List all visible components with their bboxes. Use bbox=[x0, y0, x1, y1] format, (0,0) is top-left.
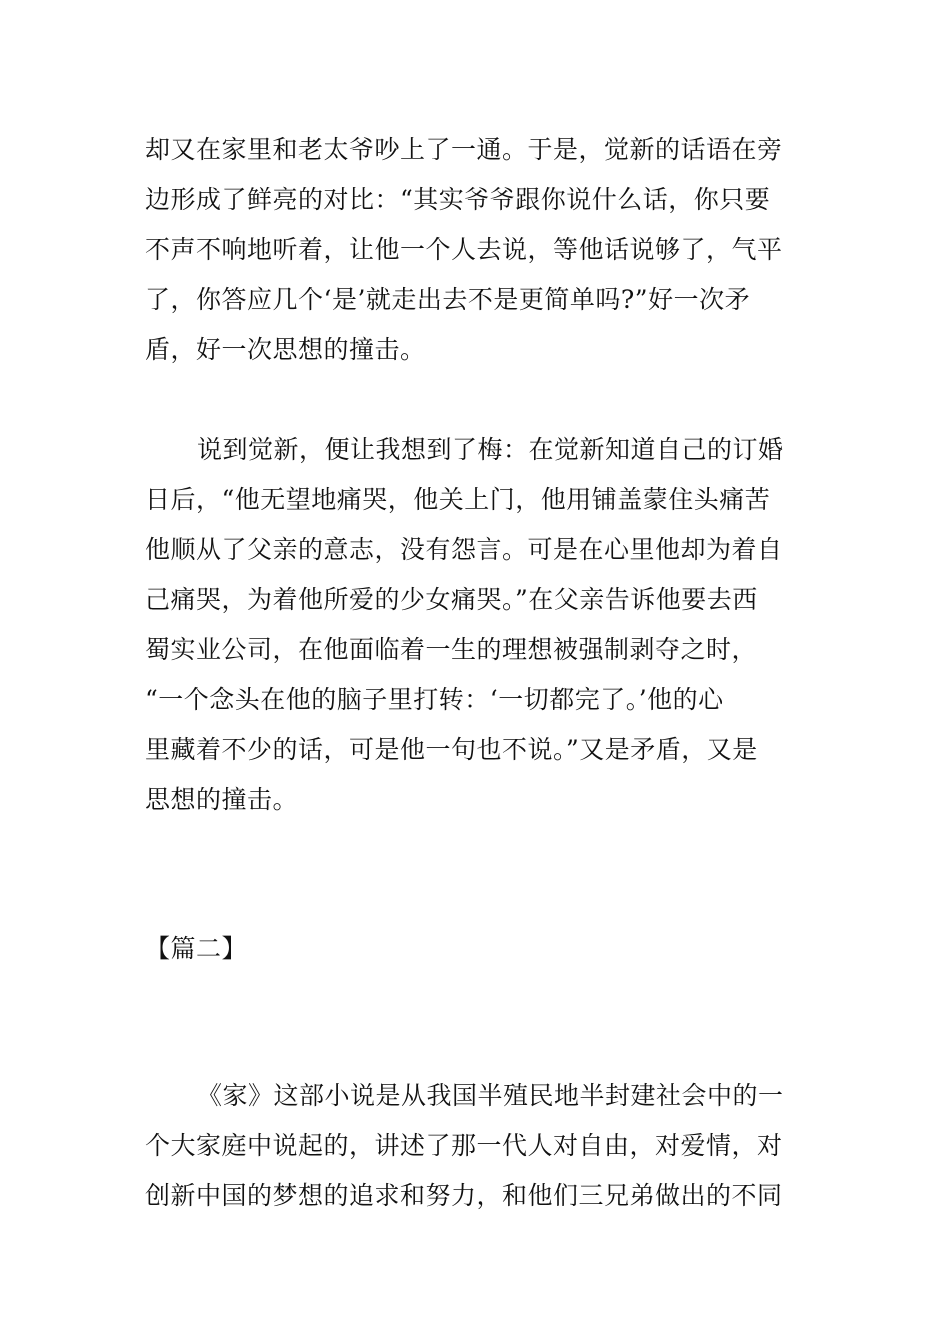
paragraph-1 bbox=[145, 125, 810, 375]
text-line-indented: 说到觉新，便让我想到了梅：在觉新知道自己的订婚 bbox=[197, 435, 784, 464]
text-line: 了，你答应几个‘是’就走出去不是更简单吗?”好一次矛 bbox=[145, 285, 751, 314]
text-line: 里藏着不少的话，可是他一句也不说。”又是矛盾，又是 bbox=[145, 735, 758, 764]
text-line: 盾，好一次思想的撞击。 bbox=[145, 335, 426, 364]
text-line: 边形成了鲜亮的对比：“其实爷爷跟你说什么话，你只要 bbox=[145, 185, 771, 214]
section-heading bbox=[145, 924, 810, 974]
paragraph-3 bbox=[145, 1071, 810, 1221]
text-line: “一个念头在他的脑子里打转：‘一切都完了。’他的心 bbox=[145, 685, 724, 714]
text-line: 他顺从了父亲的意志，没有怨言。可是在心里他却为着自 bbox=[145, 535, 783, 564]
text-line: 却又在家里和老太爷吵上了一通。于是，觉新的话语在旁 bbox=[145, 135, 783, 164]
text-line: 蜀实业公司，在他面临着一生的理想被强制剥夺之时， bbox=[145, 635, 758, 664]
text-line: 己痛哭，为着他所爱的少女痛哭。”在父亲告诉他要去西 bbox=[145, 585, 758, 614]
paragraph-2 bbox=[145, 425, 810, 825]
text-line: 个大家庭中说起的，讲述了那一代人对自由，对爱情，对 bbox=[145, 1131, 783, 1160]
text-line: 创新中国的梦想的追求和努力，和他们三兄弟做出的不同 bbox=[145, 1181, 783, 1210]
text-line: 思想的撞击。 bbox=[145, 785, 299, 814]
text-line-indented: 《家》这部小说是从我国半殖民地半封建社会中的一 bbox=[197, 1081, 784, 1110]
text-line: 不声不响地听着，让他一个人去说，等他话说够了，气平 bbox=[145, 235, 783, 264]
section-heading-text: 【篇二】 bbox=[145, 934, 248, 963]
text-line: 日后，“他无望地痛哭，他关上门，他用铺盖蒙住头痛苦 bbox=[145, 485, 771, 514]
